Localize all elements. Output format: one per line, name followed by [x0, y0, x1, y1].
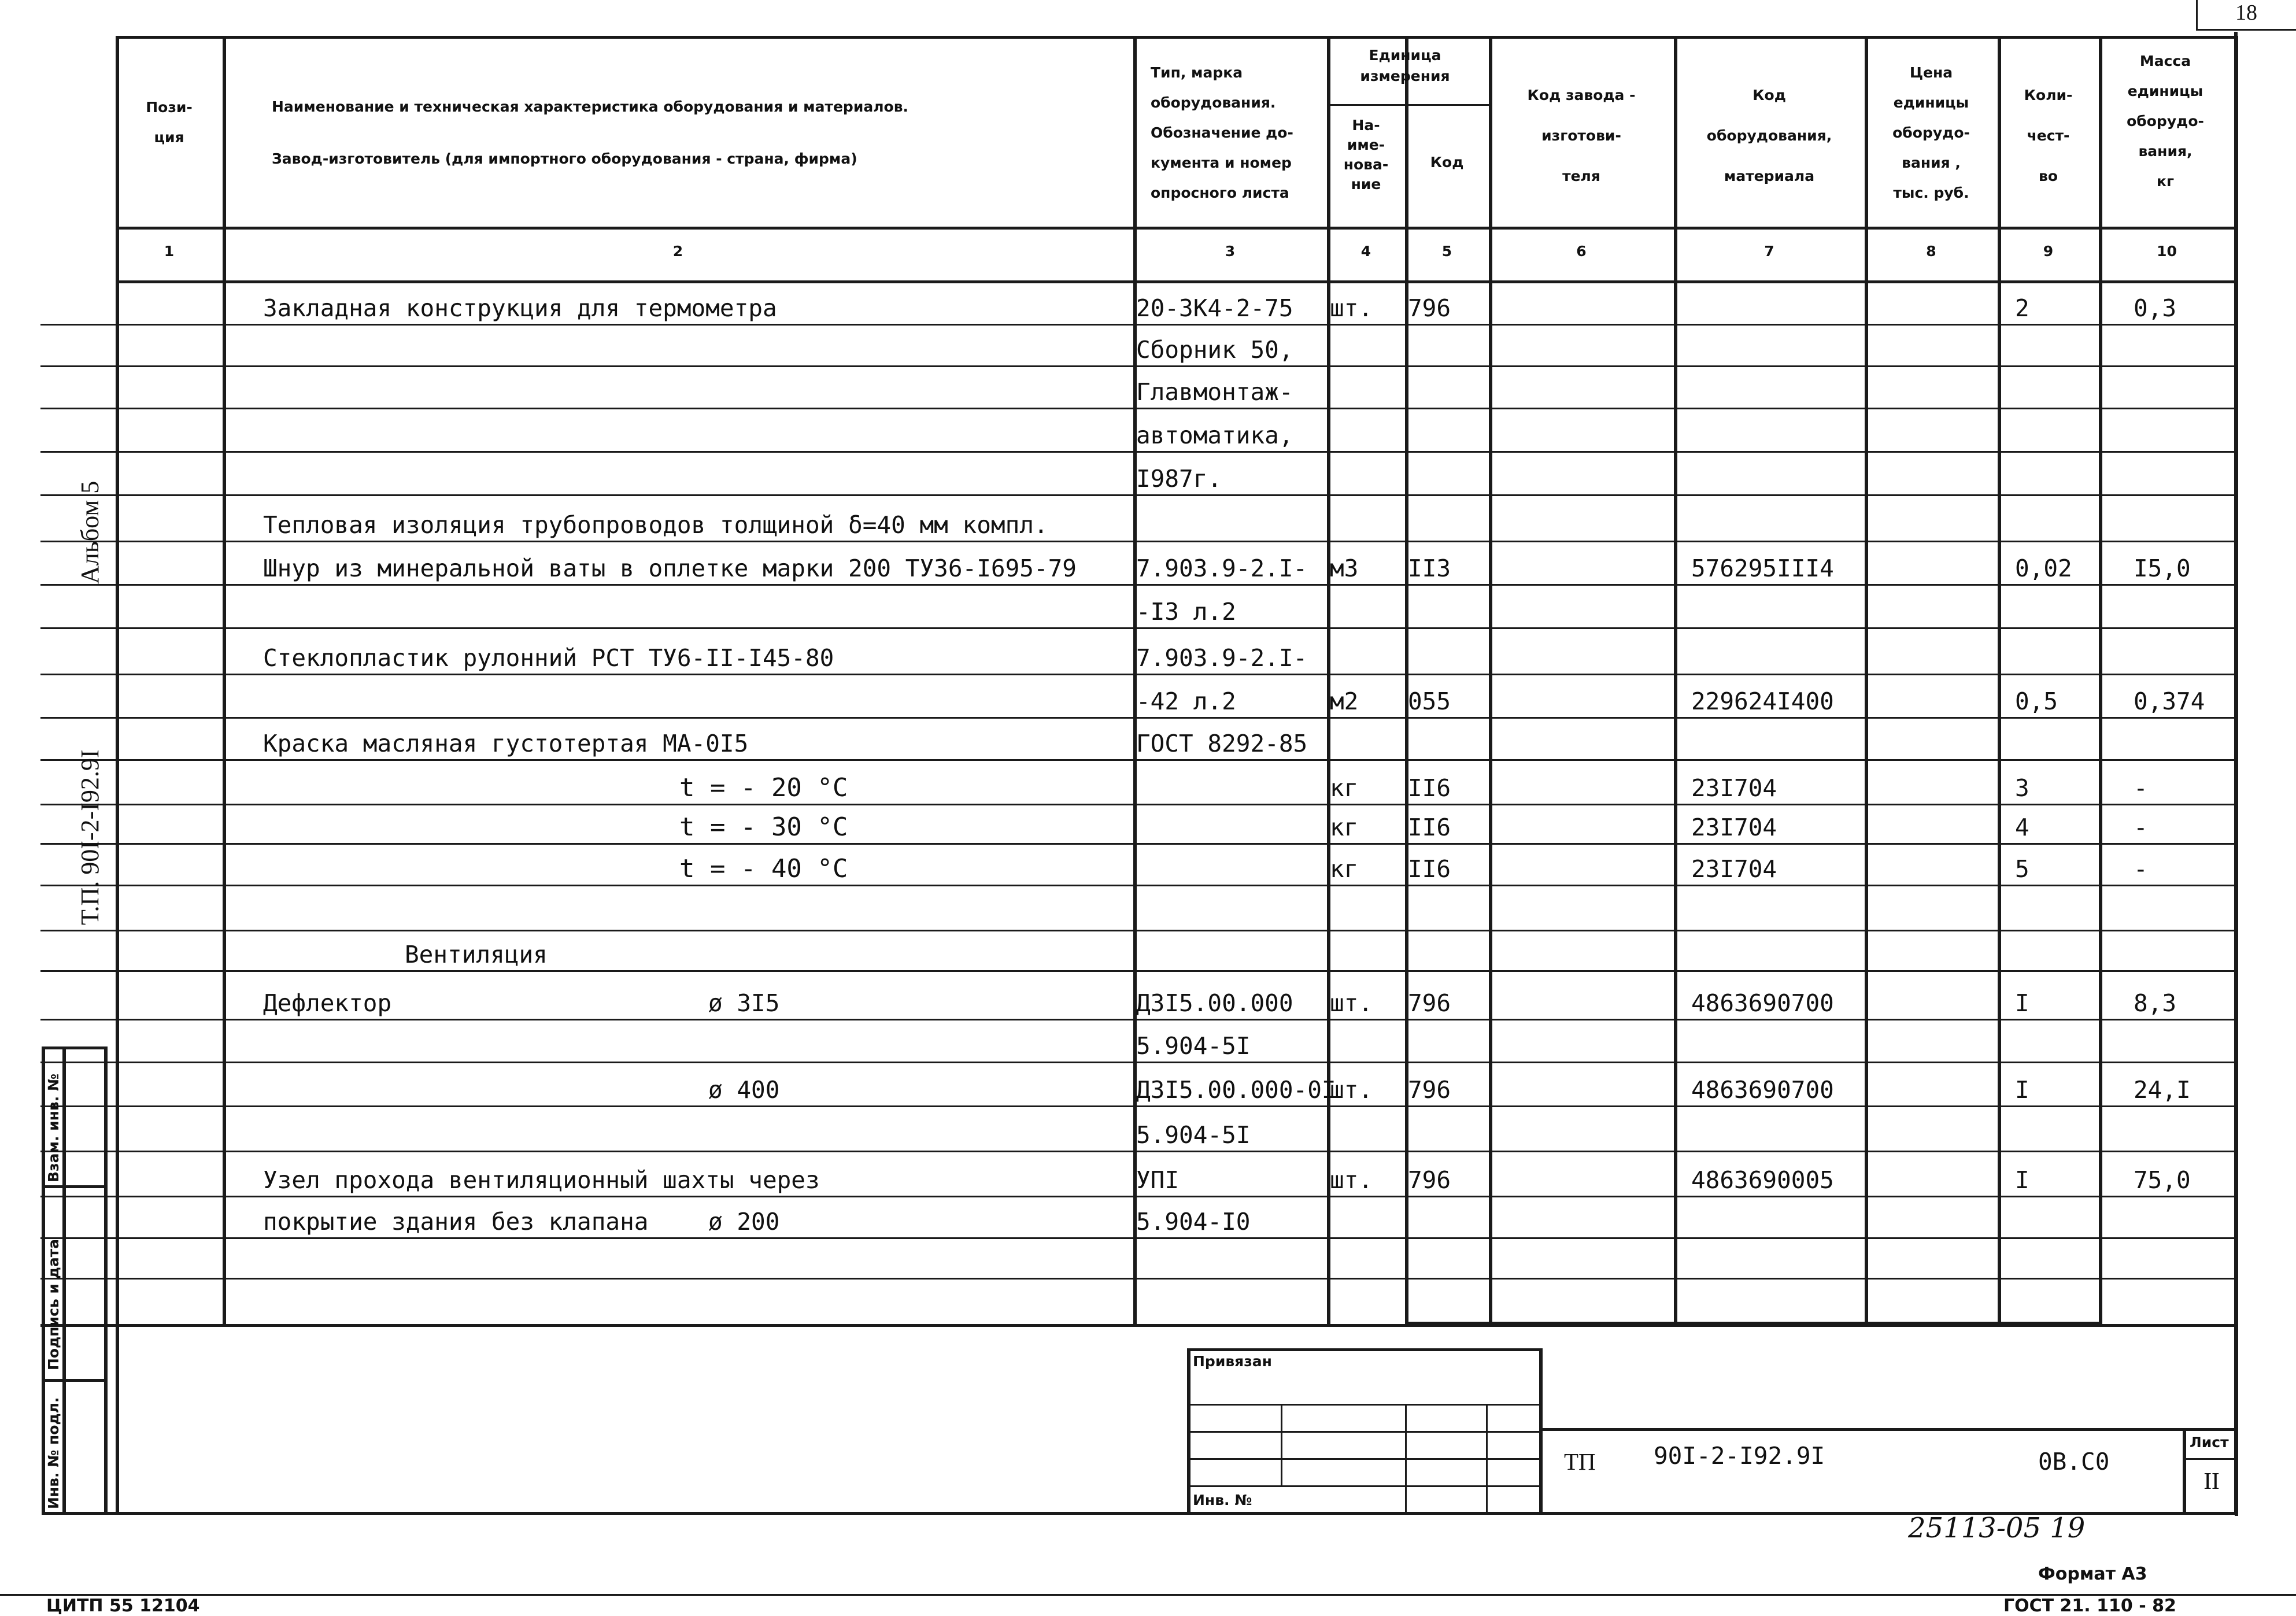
item-name: Стеклопластик рулонний РСТ ТУ6-II-I45-80 [263, 644, 834, 672]
item-quantity: 4 [2015, 813, 2029, 841]
column-number: 1 [164, 243, 175, 260]
grid-line [40, 1151, 2235, 1152]
grid-line [1674, 36, 1677, 1324]
item-document: I987г. [1136, 465, 1222, 493]
item-document: -I3 л.2 [1136, 598, 1236, 626]
item-material-code: 4863690005 [1691, 1166, 1834, 1194]
item-diameter: ø 400 [708, 1076, 780, 1104]
item-name: покрытие здания без клапана [263, 1208, 649, 1236]
grid-line [40, 1196, 2235, 1197]
grid-line [40, 494, 2235, 496]
item-quantity: I [2015, 989, 2029, 1017]
item-material-code: 4863690700 [1691, 1076, 1834, 1104]
item-name: Дефлектор [263, 989, 392, 1017]
item-mass: - [2134, 774, 2148, 802]
item-mass: 75,0 [2134, 1166, 2191, 1194]
item-unit: м3 [1330, 554, 1359, 582]
item-document: 7.903.9-2.I- [1136, 554, 1308, 582]
grid-line [40, 365, 2235, 367]
grid-line [1998, 36, 2001, 1324]
grid-line [223, 36, 226, 1324]
item-unit: шт. [1330, 1166, 1373, 1194]
item-quantity: I [2015, 1166, 2029, 1194]
item-unit-code: 796 [1408, 1076, 1451, 1104]
grid-line [40, 1278, 2235, 1280]
column-number: 3 [1225, 243, 1236, 260]
item-unit: кг [1330, 774, 1359, 802]
grid-line [40, 1237, 2235, 1239]
grid-line [116, 227, 2235, 230]
item-unit: м2 [1330, 687, 1359, 715]
item-unit-code: II3 [1408, 554, 1451, 582]
grid-line [40, 1019, 2235, 1020]
item-unit: шт. [1330, 1076, 1373, 1104]
sign-date-label: Подпись и дата [45, 1238, 62, 1370]
item-document: -42 л.2 [1136, 687, 1236, 715]
header-type: Тип, марка оборудования. Обозначение до- кумента и номер опросного листа [1151, 64, 1293, 201]
item-name: Узел прохода вентиляционный шахты через [263, 1166, 820, 1194]
item-material-code: 229624I400 [1691, 687, 1834, 715]
grid-line [40, 1105, 2235, 1107]
item-document: 5.904-I0 [1136, 1208, 1251, 1236]
album-label: Альбом 5 [76, 480, 104, 584]
item-diameter: ø 200 [708, 1208, 780, 1236]
item-name: t = - 30 °С [679, 812, 848, 842]
header-unit-group: Единица измерения [1360, 47, 1450, 84]
grid-line [40, 451, 2235, 453]
item-unit-code: 796 [1408, 294, 1451, 322]
item-name: Вентиляция [405, 941, 548, 968]
item-unit-code: 055 [1408, 687, 1451, 715]
item-quantity: 2 [2015, 294, 2029, 322]
page-number: 18 [2235, 1, 2257, 25]
item-mass: - [2134, 813, 2148, 841]
item-unit: шт. [1330, 989, 1373, 1017]
grid-line [1865, 36, 1868, 1324]
item-document: 5.904-5I [1136, 1032, 1251, 1060]
item-unit-code: II6 [1408, 855, 1451, 883]
item-document: Д3I5.00.000 [1136, 989, 1293, 1017]
item-name: Закладная конструкция для термометра [263, 294, 777, 322]
item-name: Шнур из минеральной ваты в оплетке марки 200 ТУ36-I695-79 [263, 554, 1077, 582]
item-document: автоматика, [1136, 421, 1293, 449]
list-label: Лист [2190, 1434, 2229, 1451]
footer-left: ЦИТП 55 12104 [46, 1596, 200, 1616]
item-mass: 8,3 [2134, 989, 2177, 1017]
item-name: Краска масляная густотертая МА-0I5 [263, 730, 749, 757]
item-material-code: 23I704 [1691, 774, 1777, 802]
item-material-code: 23I704 [1691, 813, 1777, 841]
grid-line [40, 324, 2235, 326]
grid-line [40, 408, 2235, 409]
header-position: Пози- ция [146, 99, 193, 146]
column-number: 5 [1441, 243, 1452, 260]
header-factory-code: Код завода - изготови- теля [1527, 87, 1636, 184]
item-material-code: 23I704 [1691, 855, 1777, 883]
item-document: 20-3К4-2-75 [1136, 294, 1293, 322]
item-document: Д3I5.00.000-0I [1136, 1076, 1336, 1104]
privyazan-label: Привязан [1193, 1353, 1272, 1370]
column-number: 4 [1360, 243, 1371, 260]
item-quantity: I [2015, 1076, 2029, 1104]
item-name: Тепловая изоляция трубопроводов толщиной δ=40 мм компл. [263, 511, 1048, 539]
item-unit: кг [1330, 855, 1359, 883]
grid-line [40, 804, 2235, 805]
item-document: 5.904-5I [1136, 1121, 1251, 1149]
page-number-box-line [2196, 0, 2198, 30]
sheet-bottom-border [42, 1512, 2236, 1515]
item-document: Сборник 50, [1136, 336, 1293, 364]
grid-line [116, 36, 2235, 39]
header-quantity: Коли- чест- во [2024, 87, 2073, 184]
inv-no-label: Инв. № [1193, 1492, 1252, 1508]
sheet-right-border [2234, 32, 2238, 1514]
header-material-code: Код оборудования, материала [1706, 87, 1832, 184]
header-mass: Масса единицы оборудо- вания, кг [2127, 53, 2204, 190]
item-quantity: 0,5 [2015, 687, 2058, 715]
project-code: 90I-2-I92.9I [1654, 1442, 1825, 1470]
column-number: 10 [2157, 243, 2177, 260]
grid-line [40, 970, 2235, 972]
header-unit-name: На- име- нова- ние [1343, 117, 1389, 193]
archive-number: 25113-05 19 [1908, 1512, 2086, 1544]
header-name: Наименование и техническая характеристика оборудования и материалов. Завод-изготовитель (для импортного оборудования - страна, фирма) [272, 98, 909, 167]
doc-code: 0В.С0 [2038, 1448, 2110, 1476]
grid-line [1327, 36, 1330, 1324]
item-quantity: 3 [2015, 774, 2029, 802]
project-label: Т.П. 90I-2-I92.9I [76, 749, 104, 925]
column-number: 7 [1764, 243, 1774, 260]
item-unit-code: II6 [1408, 774, 1451, 802]
grid-line [2099, 280, 2102, 1324]
grid-line [40, 843, 2235, 845]
list-number: II [2203, 1467, 2220, 1494]
item-unit: шт. [1330, 294, 1373, 322]
item-mass: I5,0 [2134, 554, 2191, 582]
item-document: ГОСТ 8292-85 [1136, 730, 1308, 757]
footer-line [0, 1594, 2296, 1596]
item-document: 7.903.9-2.I- [1136, 644, 1308, 672]
inv-original-label: Инв. № подл. [45, 1397, 62, 1509]
item-document: УПI [1136, 1166, 1180, 1194]
grid-line [116, 280, 2235, 283]
item-name: t = - 40 °С [679, 854, 848, 883]
item-quantity: 5 [2015, 855, 2029, 883]
header-price: Цена единицы оборудо- вания , тыс. руб. [1892, 64, 1970, 201]
grid-line [40, 930, 2235, 931]
item-material-code: 4863690700 [1691, 989, 1834, 1017]
item-unit-code: 796 [1408, 1166, 1451, 1194]
column-number: 2 [672, 243, 683, 260]
grid-line [40, 717, 2235, 719]
item-diameter: ø 3I5 [708, 989, 780, 1017]
item-mass: 0,3 [2134, 294, 2177, 322]
grid-line [40, 584, 2235, 586]
item-quantity: 0,02 [2015, 554, 2072, 582]
footer-right: ГОСТ 21. 110 - 82 [2003, 1596, 2176, 1616]
column-number: 9 [2043, 243, 2054, 260]
page-number-box-line [2196, 29, 2296, 31]
format-label: Формат А3 [2038, 1564, 2147, 1584]
column-number: 8 [1926, 243, 1936, 260]
grid-line [1489, 36, 1492, 1324]
item-unit-code: 796 [1408, 989, 1451, 1017]
column-number: 6 [1576, 243, 1587, 260]
grid-line [40, 759, 2235, 761]
item-name: t = - 20 °С [679, 773, 848, 803]
item-mass: 0,374 [2134, 687, 2205, 715]
grid-line [1405, 1322, 2099, 1325]
grid-line [40, 1062, 2235, 1063]
grid-line [40, 674, 2235, 675]
item-mass: - [2134, 855, 2148, 883]
inv-replace-label: Взам. инв. № [45, 1074, 62, 1182]
header-unit-code: Код [1430, 154, 1464, 171]
tp-label: ТП [1564, 1448, 1596, 1475]
item-unit: кг [1330, 813, 1359, 841]
item-material-code: 576295III4 [1691, 554, 1834, 582]
item-document: Главмонтаж- [1136, 378, 1293, 406]
grid-line [40, 627, 2235, 629]
item-mass: 24,I [2134, 1076, 2191, 1104]
grid-line [40, 885, 2235, 886]
grid-line [40, 541, 2235, 542]
item-unit-code: II6 [1408, 813, 1451, 841]
